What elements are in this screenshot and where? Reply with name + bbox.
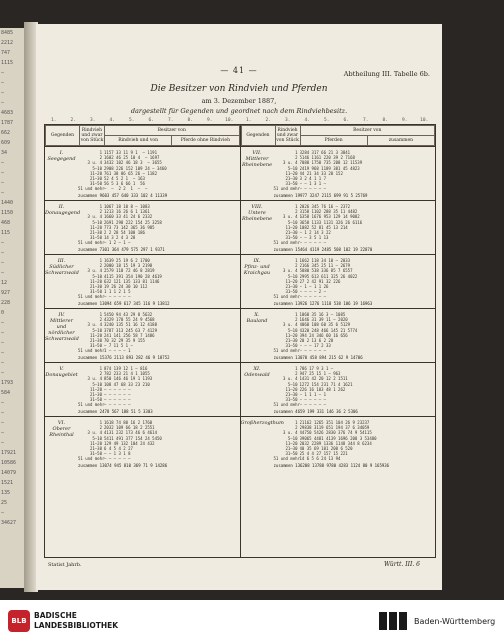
region-roman: VII. — [252, 150, 262, 156]
column-number: 2. — [70, 118, 76, 123]
footer-signature: Württ. III. 6 — [383, 561, 420, 568]
region-section — [45, 146, 240, 200]
facing-page-value: 14079 — [1, 470, 17, 476]
region-values: 21162 1265 351 104 26 9 23237 29838 3119 651 194 37 6 34059 44750 5426 2830 376 74 9 54115 39065 4481 4139 1696 208 3 53480 2032 2289 1336 1148 344 8 6234 40 35 69 101 200 6 520 25 4 4 27 157 15 221 14 6 5 6 24 13 94 — [299, 420, 377, 462]
region-section — [45, 200, 240, 254]
size-groups: 1 2 3 u. 4 5—10 11—20 21—30 31—50 51 und mehr — [78, 150, 105, 192]
region-total-row: zusammen 13070 458 894 215 62 9 14706 — [273, 355, 363, 360]
region-name-cell — [45, 255, 78, 308]
region-name: Südlicher Schwarzwald — [45, 264, 79, 276]
facing-page-value: — — [1, 360, 5, 366]
section-header: Abtheilung III. Tabelle 6b. — [343, 70, 430, 78]
blb-name[interactable] — [34, 611, 118, 631]
region-total-row: zusammen 13094 659 617 345 116 9 13812 — [78, 301, 170, 306]
col-header-summe: zusammen — [367, 136, 434, 146]
column-number: 4. — [304, 118, 310, 123]
region-roman: X. — [254, 312, 260, 318]
facing-page-value: 662 — [1, 130, 11, 136]
facing-page-value: 25 — [1, 500, 8, 506]
facing-page-value: 115 — [1, 230, 11, 236]
region-section — [241, 308, 436, 362]
size-groups: 1 2 3 u. 4 5—10 11—20 21—30 31—50 51 und mehr — [78, 204, 105, 246]
region-roman: I. — [59, 150, 64, 156]
page-subtitle: am 3. Dezember 1887, — [201, 97, 277, 105]
left-sections — [45, 146, 240, 470]
region-total-row: zusammen 136208 13788 9780 4283 1124 80 9 165936 — [273, 463, 390, 468]
size-groups: 1 2 3 u. 4 5—10 11—20 21—30 31—50 51 und mehr — [78, 366, 105, 408]
region-name-cell — [45, 147, 78, 200]
region-name: Donaugebiet — [45, 372, 78, 378]
column-number: 7. — [168, 118, 174, 123]
region-values: 5450 94 43 29 8 5632 4329 170 55 24 9 4568 3240 135 51 16 12 4188 3787 313 245 63 7 4129 241 141 256 58 7 1486 70 32 29 35 9 155 — 7 11 5 1 — 1 — — — — 1 — [104, 312, 157, 354]
size-groups: 1 2 3 u. 4 5—10 11—20 21—30 31—50 51 und mehr — [78, 312, 105, 354]
region-name-cell — [241, 309, 274, 362]
column-number: 3. — [90, 118, 96, 123]
column-number: 4. — [109, 118, 115, 123]
bw-lions-icon[interactable] — [379, 612, 409, 630]
facing-page-value: 0 — [1, 310, 5, 316]
facing-page-value: 34627 — [1, 520, 17, 526]
facing-page-value: 609 — [1, 140, 11, 146]
facing-page-value: — — [1, 190, 5, 196]
facing-page-edge — [0, 28, 24, 588]
region-name: Oberer Rheinthal — [49, 426, 74, 438]
blb-name-line1: BADISCHE — [34, 611, 77, 620]
region-name-cell — [45, 417, 78, 470]
region-roman: III. — [57, 258, 66, 264]
facing-page-value: — — [1, 80, 5, 86]
facing-page-value: — — [1, 420, 5, 426]
facing-page-value: 1115 — [1, 60, 14, 66]
size-groups: 1 2 3 u. 4 5—10 11—20 21—30 31—50 51 und mehr — [273, 366, 300, 408]
facing-page-value: 12 — [1, 280, 8, 286]
column-number: 3. — [285, 118, 291, 123]
region-section — [241, 416, 436, 470]
facing-page-value: — — [1, 180, 5, 186]
col-header-gegenden: Gegenden — [46, 126, 80, 146]
region-section — [241, 254, 436, 308]
size-groups: 1 2 3 u. 4 5—10 11—20 21—30 31—50 51 und mehr — [273, 258, 300, 300]
region-roman: II. — [58, 204, 65, 210]
region-name: Bauland — [246, 318, 268, 324]
facing-page-value: — — [1, 430, 5, 436]
column-numbers — [44, 118, 434, 123]
footer-source: Statist Jahrb. — [48, 562, 82, 568]
region-values: 786 17 9 3 1 — 947 25 15 1 — 963 1431 42 20 12 2 1511 1272 154 231 71 4 1621 226 16 103 48 1 262 — 1 1 1 — 1 — — — — — — — — — — — — — [299, 366, 353, 408]
facing-page-value: 4683 — [1, 110, 14, 116]
page-caption: dargestellt für Gegenden und geordnet nach dem Rindviehbesitz. — [130, 107, 348, 115]
region-roman: VI. — [57, 420, 66, 426]
facing-page-value: 747 — [1, 50, 11, 56]
region-name-cell — [45, 309, 78, 362]
facing-page-value: — — [1, 250, 5, 256]
region-total-row: zusammen 2478 567 188 51 5 3303 — [78, 409, 153, 414]
region-values: 3284 317 66 21 3 3841 5146 1161 220 39 2 7168 7080 1750 735 208 12 11539 2419 968 1189 381 45 4823 44 21 34 33 20 152 3 2 4 1 1 7 — — 1 3 1 — — — — — — — — [299, 150, 363, 192]
region-name-cell — [241, 201, 274, 254]
column-number: 5. — [129, 118, 135, 123]
facing-page-value: 468 — [1, 220, 11, 226]
region-roman: IV. — [58, 312, 65, 318]
facing-page-value: — — [1, 90, 5, 96]
facing-page-value: — — [1, 440, 5, 446]
region-values: 1060 35 16 3 — 1085 1646 31 39 11 — 2020 4060 108 60 35 6 5129 4320 248 466 145 21 5774 394 24 346 60 16 656 20 2 13 6 2 28 — — — 17 2 33 — — — — — — — [299, 312, 358, 354]
column-number: 9. — [402, 118, 408, 123]
facing-page-value: 927 — [1, 290, 11, 296]
region-name: Untere Rheinebene — [241, 210, 273, 222]
region-section — [45, 416, 240, 470]
blb-logo-icon[interactable]: BLB — [8, 610, 30, 632]
column-number: 8. — [187, 118, 193, 123]
region-name-cell — [45, 201, 81, 254]
facing-page-value: 17921 — [1, 450, 17, 456]
size-groups: 1 2 3 u. 4 5—10 11—20 21—30 31—50 51 und mehr — [273, 312, 300, 354]
facing-page-value: — — [1, 70, 5, 76]
facing-page-value: 1150 — [1, 210, 14, 216]
page-number: — 41 — — [220, 66, 258, 75]
document-page — [36, 24, 442, 590]
facing-page-value: 10586 — [1, 460, 17, 466]
region-name: Großherzogthum — [240, 420, 284, 426]
region-name-cell — [241, 363, 274, 416]
table-header-right — [241, 125, 436, 146]
region-section — [241, 200, 436, 254]
region-name: Mittlerer Rheinebene — [241, 156, 273, 168]
facing-page-value: — — [1, 510, 5, 516]
page-title: Die Besitzer von Rindvieh und Pferden — [150, 84, 328, 94]
region-section — [241, 146, 436, 200]
facing-page-value: — — [1, 240, 5, 246]
region-name-cell — [45, 363, 78, 416]
statistics-table — [44, 124, 436, 558]
facing-page-value: — — [1, 260, 5, 266]
region-total-row: zusammen 15376 2113 893 282 46 9 18752 — [78, 355, 170, 360]
size-groups: 1 2 3 u. 4 5—10 11—20 21—30 31—50 51 und mehr — [273, 150, 300, 192]
region-roman: V. — [59, 366, 64, 372]
region-section — [45, 362, 240, 416]
region-name-cell — [241, 147, 274, 200]
column-number: 7. — [363, 118, 369, 123]
region-values: 1618 74 80 16 2 1760 2032 109 66 18 2 2551 4131 232 173 46 6 4614 5411 491 377 154 24 5450 129 49 132 104 24 432 6 4 5 4 2 27 — — 1 3 1 8 — — — — — — — [104, 420, 162, 462]
table-left-half — [45, 125, 241, 557]
region-section — [45, 308, 240, 362]
region-total-row: zusammen 13074 945 810 369 71 9 14286 — [78, 463, 168, 468]
facing-page-value: 1787 — [1, 120, 14, 126]
facing-page-value: — — [1, 350, 5, 356]
facing-page-value: 8485 — [1, 30, 14, 36]
region-name: Mittlerer und nördlicher Schwarzwald — [45, 318, 79, 342]
facing-page-value: 2212 — [1, 40, 14, 46]
facing-page-value: 1440 — [1, 200, 14, 206]
right-sections — [241, 146, 436, 470]
facing-page-value: — — [1, 370, 5, 376]
col-header-gegenden: Gegenden — [241, 126, 275, 146]
facing-page-value: — — [1, 410, 5, 416]
facing-page-value: — — [1, 340, 5, 346]
region-total-row: zusammen 9603 457 640 333 102 4 11339 — [78, 193, 168, 198]
facing-page-value: 1793 — [1, 380, 14, 386]
table-right-half — [241, 125, 436, 557]
facing-page-value: 228 — [1, 300, 11, 306]
facing-page-value: — — [1, 320, 5, 326]
region-roman: XI. — [253, 366, 261, 372]
column-number: 6. — [148, 118, 154, 123]
size-groups: 1 2 3 u. 4 5—10 11—20 21—30 31—50 51 und mehr — [273, 420, 300, 462]
region-total-row: zusammen 13926 1276 1118 538 106 19 16963 — [273, 301, 373, 306]
col-header-rindvieh-und-von: Rindvieh und von — [105, 136, 172, 146]
region-roman: IX. — [253, 258, 261, 264]
col-header-pferde-ohne-rindvieh: Pferde ohne Rindvieh — [172, 136, 239, 146]
scan-right-edge — [442, 30, 504, 590]
column-number: 10. — [420, 118, 429, 123]
column-number: 8. — [382, 118, 388, 123]
region-total-row: zusammen 7301 364 479 575 297 1 9371 — [78, 247, 165, 252]
region-values: 1639 25 19 6 2 1700 2000 18 15 19 3 2198 2579 118 72 46 8 2819 4115 391 354 190 28 4619 632 121 135 133 81 1146 19 26 24 30 10 112 1 1 1 2 1 5 — — — — — — — [104, 258, 162, 300]
region-section — [241, 362, 436, 416]
blb-name-line2: LANDESBIBLIOTHEK — [34, 621, 119, 630]
region-name: Seegegend — [47, 156, 76, 162]
column-number: 9. — [207, 118, 213, 123]
column-number: 5. — [324, 118, 330, 123]
facing-page-value: 135 — [1, 490, 11, 496]
col-header-rindvieh-stueck: Rindvieh und zwar von Stück — [80, 126, 105, 146]
region-total-row: zusammen 4659 199 331 146 36 2 5306 — [273, 409, 358, 414]
col-header-besitzer: Besitzer von — [300, 126, 435, 136]
column-number: 2. — [265, 118, 271, 123]
size-groups: 1 2 3 u. 4 5—10 11—20 21—30 31—50 51 und mehr — [78, 420, 105, 462]
region-section — [45, 254, 240, 308]
region-name: Odenwald — [244, 372, 270, 378]
facing-page-value: — — [1, 100, 5, 106]
region-values: 1157 33 11 9 1 — 1191 1602 46 25 10 4 — 1697 3432 102 46 18 3 — 3655 2908 226 152 109 24 — 3460 761 38 86 65 26 — 1182 52 4 5 2 1 — 163 56 5 3 6 66 1 56 — — 2 2 1 — — — [104, 150, 167, 192]
region-roman: VIII. — [251, 204, 263, 210]
column-number: 6. — [343, 118, 349, 123]
facing-page-value: 584 — [1, 390, 11, 396]
region-name-cell — [241, 255, 274, 308]
table-header-left — [45, 125, 240, 146]
region-name: Donaugegend — [45, 210, 81, 216]
facing-page-value: 34 — [1, 150, 8, 156]
region-values: 2026 345 76 16 — 2372 3158 1102 288 35 11 4482 6358 1676 953 129 14 9082 3658 1133 1131 326 26 6116 1082 52 81 45 13 214 — 1 2 14 3 22 — — 3 5 1 13 — — — — — — — [299, 204, 363, 246]
column-number: 1. — [246, 118, 252, 123]
col-header-besitzer: Besitzer von — [105, 126, 240, 136]
facing-page-value: — — [1, 160, 5, 166]
facing-page-value: — — [1, 270, 5, 276]
facing-page-value: — — [1, 170, 5, 176]
col-header-rindvieh-stueck: Rindvieh und zwar von Stück — [275, 126, 300, 146]
region-values: 874 139 12 1 — 816 782 233 21 4 1 1055 850 146 46 19 1 1193 108 47 68 33 23 210 — — — — — — — — — — — — — — — — — — — — — — — — — [104, 366, 153, 408]
column-number: 1. — [51, 118, 57, 123]
region-name: Pfinz- und Kraichgau — [243, 264, 271, 276]
bw-name[interactable]: Baden-Württemberg — [414, 617, 496, 626]
facing-page-value: — — [1, 330, 5, 336]
region-values: 1067 18 10 8 — 1083 1213 16 26 6 1 1361 1660 33 41 24 6 2332 2691 298 222 154 25 3258 773 73 142 365 36 985 2 2 28 54 100 186 14 3 2 4 3 28 — 1 2 — 1 — — [104, 204, 162, 246]
facing-page-value: 1521 — [1, 480, 14, 486]
size-groups: 1 2 3 u. 4 5—10 11—20 21—30 31—50 51 und mehr — [78, 258, 105, 300]
size-groups: 1 2 3 u. 4 5—10 11—20 21—30 31—50 51 und mehr — [273, 204, 300, 246]
facing-page-value: — — [1, 400, 5, 406]
column-number: 10. — [225, 118, 234, 123]
region-total-row: zusammen 15464 4119 2485 508 102 19 22870 — [273, 247, 373, 252]
region-total-row: zusammen 19977 3247 2115 699 91 5 25769 — [273, 193, 368, 198]
col-header-pferden: Pferden — [300, 136, 367, 146]
region-name-cell — [240, 417, 284, 470]
region-values: 1662 118 34 10 — 2033 2166 345 25 11 — 2679 5880 538 336 85 7 6557 2995 613 611 325 26 4022 27 2 42 91 32 226 — 1 — 1 1 26 — — — — 2 — — — — — — — — [299, 258, 358, 300]
